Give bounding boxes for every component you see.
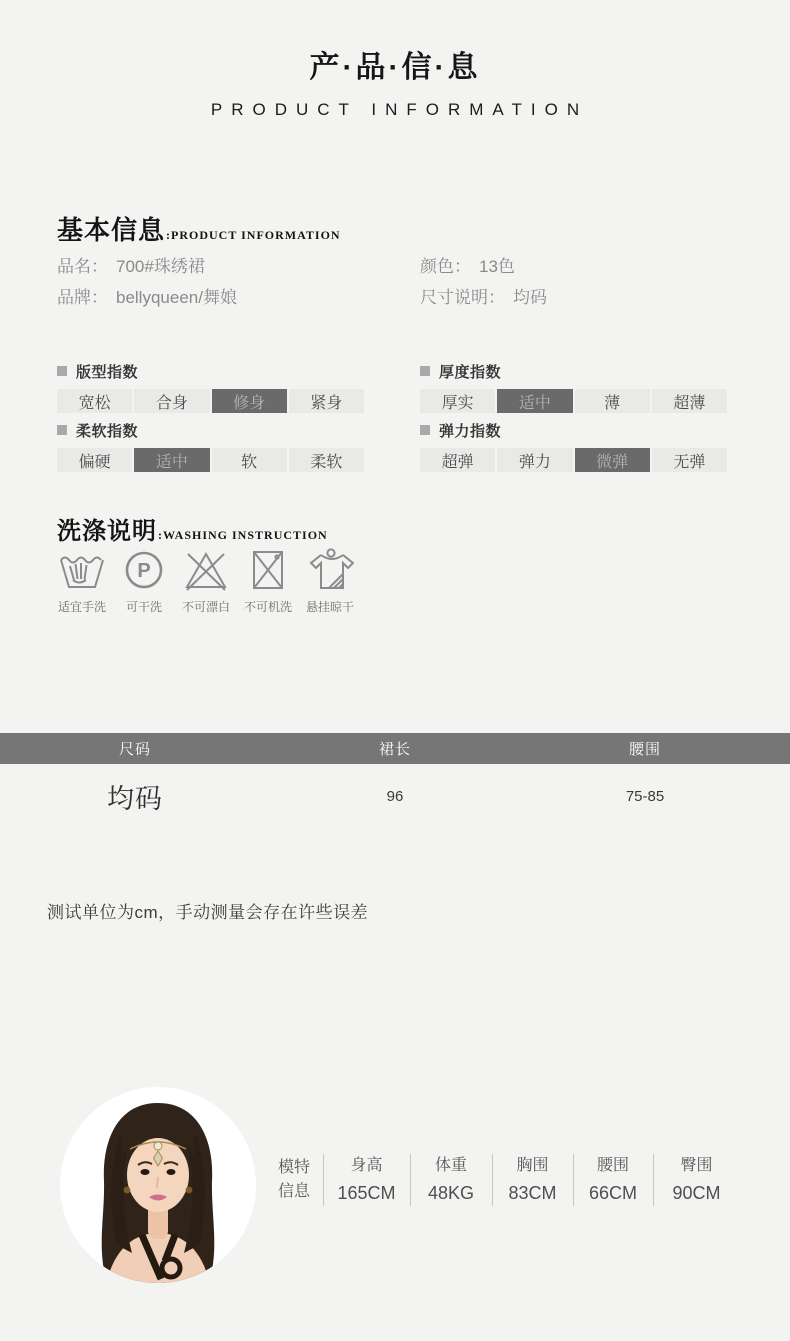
index-group-label-text: 版型指数 — [76, 363, 139, 381]
washing-heading-en: :WASHING INSTRUCTION — [158, 528, 328, 542]
index-group-label — [57, 421, 368, 439]
washing-item-dry-clean — [113, 548, 175, 615]
skirt-length-value: 96 — [386, 787, 404, 805]
basic-info-heading — [57, 210, 341, 247]
model-info-label — [265, 1156, 323, 1204]
field-size-note — [420, 287, 547, 308]
index-option: 厚实 — [420, 389, 495, 413]
field-product-name — [57, 256, 420, 277]
model-stats-row — [265, 1146, 740, 1214]
washing-item-label: 不可漂白 — [181, 600, 230, 614]
stat-value: 48KG — [427, 1182, 475, 1203]
model-portrait-illustration — [58, 1085, 258, 1285]
index-group-label-text: 柔软指数 — [76, 422, 139, 440]
washing-item-label: 悬挂晾干 — [305, 600, 354, 614]
field-color — [420, 256, 547, 277]
hang-dry-icon — [306, 548, 354, 592]
index-option-selected: 修身 — [212, 389, 287, 413]
index-option: 软 — [212, 448, 287, 472]
measurement-note: 测试单位为cm，手动测量会存在许些误差 — [47, 903, 369, 922]
index-group-label — [420, 362, 731, 380]
index-option: 超弹 — [420, 448, 495, 472]
index-option: 合身 — [134, 389, 209, 413]
washing-heading-cn: 洗涤说明 — [57, 519, 157, 545]
washing-item-label: 可干洗 — [125, 600, 162, 614]
stat-value: 66CM — [588, 1182, 637, 1203]
square-bullet-icon — [420, 366, 430, 376]
index-option-selected: 微弹 — [575, 448, 650, 472]
field-label: 颜色： — [420, 257, 471, 276]
field-label: 品牌： — [57, 288, 108, 307]
index-option: 无弹 — [652, 448, 727, 472]
size-value: 均码 — [107, 783, 163, 814]
index-group-softness — [57, 421, 368, 472]
stat-value: 90CM — [672, 1182, 721, 1203]
size-table-row — [0, 764, 790, 828]
stat-label: 臀围 — [680, 1156, 713, 1174]
model-stat-waist — [573, 1155, 653, 1206]
model-stat-weight — [410, 1155, 492, 1206]
index-option: 薄 — [575, 389, 650, 413]
model-stat-bust — [492, 1155, 573, 1206]
washing-heading — [57, 511, 328, 546]
size-table-header — [0, 733, 790, 764]
square-bullet-icon — [420, 425, 430, 435]
no-bleach-icon — [182, 548, 230, 592]
index-group-label-text: 厚度指数 — [439, 363, 502, 381]
size-table-col-skirt-length: 裙长 — [378, 741, 411, 758]
field-value: 700#珠绣裙 — [116, 257, 205, 276]
index-group-elasticity — [420, 421, 731, 472]
model-info-label-line1: 模特 — [277, 1159, 310, 1176]
washing-item-no-bleach — [175, 548, 237, 615]
stat-value: 83CM — [508, 1182, 557, 1203]
index-option: 弹力 — [497, 448, 572, 472]
index-group-label — [57, 362, 368, 380]
index-group-thickness — [420, 362, 731, 413]
index-option-selected: 适中 — [497, 389, 572, 413]
field-value: bellyqueen/舞娘 — [116, 288, 237, 307]
index-scale — [420, 389, 731, 413]
index-option: 紧身 — [289, 389, 364, 413]
index-group-fit — [57, 362, 368, 413]
field-label: 尺寸说明： — [420, 288, 505, 307]
washing-item-hang-dry — [299, 548, 361, 615]
field-label: 品名： — [57, 257, 108, 276]
stat-label: 身高 — [350, 1156, 383, 1174]
model-info-label-line2: 信息 — [277, 1183, 310, 1200]
waist-value: 75-85 — [625, 787, 665, 805]
washing-item-label: 不可机洗 — [243, 600, 292, 614]
index-group-label-text: 弹力指数 — [439, 422, 502, 440]
index-section — [57, 362, 731, 472]
index-scale — [57, 389, 368, 413]
size-table-col-waist: 腰围 — [628, 741, 661, 758]
index-option-selected: 适中 — [134, 448, 209, 472]
basic-info-heading-cn: 基本信息 — [57, 216, 166, 245]
field-brand — [57, 287, 420, 308]
hand-wash-icon — [58, 548, 106, 592]
field-value: 均码 — [513, 288, 547, 307]
no-machine-wash-icon — [244, 548, 292, 592]
washing-icons-row — [51, 548, 361, 615]
index-option: 超薄 — [652, 389, 727, 413]
index-option: 宽松 — [57, 389, 132, 413]
basic-info-fields — [57, 256, 547, 308]
model-stat-hip — [653, 1155, 740, 1206]
washing-item-hand-wash — [51, 548, 113, 615]
basic-info-heading-en: :PRODUCT INFORMATION — [166, 228, 341, 242]
washing-item-no-machine-wash — [237, 548, 299, 615]
stat-value: 165CM — [337, 1182, 396, 1203]
stat-label: 胸围 — [516, 1156, 549, 1174]
index-option: 柔软 — [289, 448, 364, 472]
square-bullet-icon — [57, 425, 67, 435]
dry-clean-icon — [120, 548, 168, 592]
model-photo — [58, 1085, 258, 1285]
index-scale — [420, 448, 731, 472]
page-title: 产·品·信·息 — [309, 51, 481, 84]
index-group-label — [420, 421, 731, 439]
page-header — [0, 42, 790, 120]
stat-label: 体重 — [434, 1156, 467, 1174]
stat-label: 腰围 — [596, 1156, 629, 1174]
washing-item-label: 适宜手洗 — [57, 600, 106, 614]
model-stat-height — [323, 1155, 410, 1206]
index-option: 偏硬 — [57, 448, 132, 472]
index-scale — [57, 448, 368, 472]
square-bullet-icon — [57, 366, 67, 376]
field-value: 13色 — [479, 257, 515, 276]
dry-clean-letter: P — [137, 560, 151, 582]
size-table-col-size: 尺码 — [118, 741, 151, 758]
page-subtitle: PRODUCT INFORMATION — [210, 100, 589, 119]
